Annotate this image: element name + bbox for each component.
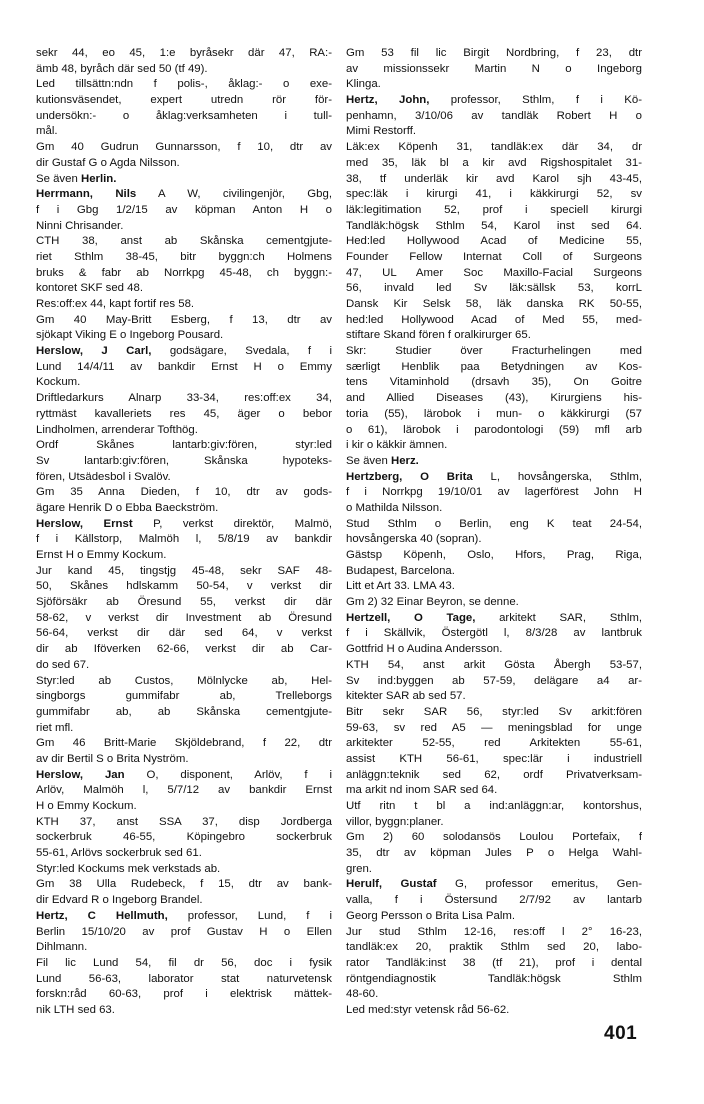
right-text-column xyxy=(346,46,642,1019)
text-line xyxy=(346,768,642,784)
entry-text: ägare Henrik D o Ebba Baeckström. xyxy=(36,501,219,514)
entry-text: tens Vitaminhold (drsavh 35), On Goitre xyxy=(346,376,642,389)
text-line xyxy=(36,626,332,642)
entry-text: Utf ritn t bl a ind:anläggn:ar, kontorshus, xyxy=(346,800,642,812)
entry-text: kitekter SAR ab sed 57. xyxy=(346,690,466,703)
entry-text: assist KTH 56-61, spec:lär i industriell xyxy=(346,752,642,765)
text-line xyxy=(346,956,642,972)
entry-name: Herulf, Gustaf xyxy=(346,878,437,891)
text-line xyxy=(346,642,642,658)
entry-text: Georg Persson o Brita Lisa Palm. xyxy=(346,909,516,922)
entry-text: sjökapt Viking E o Ingeborg Pousard. xyxy=(36,329,224,342)
entry-text: röntgendiagnostik Tandläk:högsk Sthlm xyxy=(346,972,642,985)
entry-text: i kir o käkkir ämnen. xyxy=(346,439,448,452)
text-line xyxy=(346,862,642,878)
entry-text: Se även xyxy=(346,454,391,467)
entry-text: hovsångerska 40 (sopran). xyxy=(346,533,482,546)
text-line xyxy=(36,752,332,768)
text-line xyxy=(36,313,332,329)
text-line xyxy=(346,360,642,376)
entry-name: Herlin. xyxy=(80,172,117,185)
text-line xyxy=(36,658,332,674)
text-line xyxy=(346,485,642,501)
entry-name: Hertz, John, xyxy=(346,94,430,107)
text-line xyxy=(36,391,332,407)
text-line xyxy=(346,564,642,580)
text-line xyxy=(36,77,332,93)
entry-name: Herslow, Ernst xyxy=(36,517,133,530)
entry-text: Se även xyxy=(36,172,81,185)
text-line xyxy=(36,46,332,62)
entry-text: CTH 38, anst ab Skånska cementgjute- xyxy=(36,235,332,248)
text-line xyxy=(36,846,332,862)
text-line xyxy=(346,297,642,313)
entry-text: professor, Lund, f i xyxy=(167,909,332,922)
entry-text: Tandläk:högsk Sthlm 54, Karol inst sed 64. xyxy=(346,219,642,232)
entry-text: Läk:ex Köpenh 31, tandläk:ex där 34, dr xyxy=(346,141,642,154)
entry-text: fören, Utsädesbol i Svalöv. xyxy=(36,470,171,483)
entry-text: dir Edvard R o Ingeborg Brandel. xyxy=(36,894,203,907)
entry-text: Budapest, Barcelona. xyxy=(346,564,455,577)
text-line xyxy=(346,532,642,548)
text-line xyxy=(346,313,642,329)
entry-text: villor, byggn:planer. xyxy=(346,815,444,828)
entry-text: valla, f i Östersund 2/7/92 av lantarb xyxy=(346,894,642,907)
entry-text: do sed 67. xyxy=(36,658,90,671)
text-line xyxy=(346,124,642,140)
text-line xyxy=(36,909,332,925)
text-line xyxy=(36,972,332,988)
entry-text: Jur stud Sthlm 12-16, res:off l 2° 16-23, xyxy=(346,925,642,938)
text-line xyxy=(346,46,642,62)
text-line xyxy=(36,705,332,721)
entry-text: Mimi Restorff. xyxy=(346,125,417,138)
text-line xyxy=(346,281,642,297)
entry-text: Gm 2) 60 solodansös Loulou Portefaix, f xyxy=(346,831,642,844)
text-line xyxy=(346,548,642,564)
text-line xyxy=(36,862,332,878)
entry-text: dir ab Iföverken 62-66, verkst dir ab Car- xyxy=(36,643,332,656)
entry-text: o 61), lärobok i parodontologi (59) mfl arb xyxy=(346,423,642,436)
text-line xyxy=(346,1003,642,1019)
entry-text: mål. xyxy=(36,125,58,138)
entry-text: Jur kand 45, tingstjg 45-48, sekr SAF 48- xyxy=(36,564,332,577)
entry-text: Styr:led ab Custos, Mölnlycke ab, Hel- xyxy=(36,674,332,687)
text-line xyxy=(346,375,642,391)
text-line xyxy=(36,62,332,78)
text-line xyxy=(36,328,332,344)
entry-text: L, hovsångerska, Sthlm, xyxy=(472,470,642,483)
text-line xyxy=(36,611,332,627)
entry-text: hed:led Hollywood Acad of Med 55, med- xyxy=(346,313,642,326)
entry-text: riet mfl. xyxy=(36,721,74,734)
entry-text: bruks & fabr ab Norrkpg 45-48, ch byggn:- xyxy=(36,266,332,279)
text-line xyxy=(36,674,332,690)
text-line xyxy=(346,517,642,533)
text-line xyxy=(36,642,332,658)
entry-text: ma arkit nd inom SAR sed 64. xyxy=(346,784,498,797)
entry-text: Gm 46 Britt-Marie Skjöldebrand, f 22, dtr xyxy=(36,737,332,750)
entry-text: Ninni Chrisander. xyxy=(36,219,124,232)
entry-text: Gästsp Köpenh, Oslo, Hfors, Prag, Riga, xyxy=(346,549,642,561)
text-line xyxy=(36,438,332,454)
entry-name: Hertzberg, O Brita xyxy=(346,470,473,483)
entry-text: dir Gustaf G o Agda Nilsson. xyxy=(36,156,180,169)
entry-text: Dansk Kir Selsk 58, läk danska RK 50-55, xyxy=(346,298,642,310)
entry-text: Gm 40 Gudrun Gunnarsson, f 10, dtr av xyxy=(36,141,332,154)
entry-text: Led med:styr vetensk råd 56-62. xyxy=(346,1003,510,1016)
text-line xyxy=(36,768,332,784)
text-line xyxy=(346,93,642,109)
text-line xyxy=(36,1003,332,1019)
text-line xyxy=(36,470,332,486)
entry-text: forskn:råd 60-63, prof i elektrisk mättek- xyxy=(36,988,332,1001)
entry-text: sockerbruk 46-55, Köpingebro sockerbruk xyxy=(36,831,332,844)
text-line xyxy=(36,956,332,972)
entry-text: ryttmäst kavalleriets res 45, äger o bebor xyxy=(36,407,332,420)
text-line xyxy=(36,579,332,595)
entry-name: Herslow, J Carl, xyxy=(36,345,152,358)
entry-text: Lindholmen, arrenderar Tofthög. xyxy=(36,423,198,436)
entry-text: Stud Sthlm o Berlin, eng K teat 24-54, xyxy=(346,517,642,530)
text-line xyxy=(346,438,642,454)
text-line xyxy=(346,987,642,1003)
entry-text: toria (55), lärobok i mun- o käkkirurgi (57 xyxy=(346,407,642,420)
entry-text: av dir Bertil S o Brita Nyström. xyxy=(36,752,189,765)
entry-text: KTH 54, anst arkit Gösta Åbergh 53-57, xyxy=(346,658,642,671)
text-line xyxy=(36,156,332,172)
text-line xyxy=(346,187,642,203)
text-line xyxy=(36,187,332,203)
text-line xyxy=(346,830,642,846)
entry-text: arkitekter 52-55, red Arkitekten 55-61, xyxy=(346,737,642,750)
entry-text: undersökn:- o åklag:verksamheten i tull- xyxy=(36,109,332,122)
left-text-column xyxy=(36,46,332,1019)
entry-text: Kockum. xyxy=(36,376,81,389)
text-line xyxy=(36,234,332,250)
entry-text: kutionsväsendet, expert utredn rör för- xyxy=(36,94,332,107)
entry-text: Sjöförsäkr ab Öresund 55, verkst dir där xyxy=(36,596,332,609)
entry-text: ämb 48, byråch där sed 50 (tf 49). xyxy=(36,62,208,75)
entry-text: A W, civilingenjör, Gbg, xyxy=(136,188,332,201)
entry-text: gummifabr ab, ab Skånska cementgjute- xyxy=(36,705,332,718)
text-line xyxy=(36,721,332,737)
entry-text: Sv ind:byggen ab 57-59, delägare a4 ar- xyxy=(346,674,642,687)
text-line xyxy=(36,266,332,282)
entry-text: 58-62, v verkst dir Investment ab Öresund xyxy=(36,611,332,624)
entry-text: anläggn:teknik sed 62, ordf Privatverksam- xyxy=(346,768,642,781)
text-line xyxy=(36,517,332,533)
text-line xyxy=(346,893,642,909)
entry-text: KTH 37, anst SSA 37, disp Jordberga xyxy=(36,815,332,828)
text-line xyxy=(346,783,642,799)
entry-text: 56-64, verkst dir där sed 64, v verkst xyxy=(36,627,332,640)
entry-name: Herslow, Jan xyxy=(36,768,125,781)
text-line xyxy=(346,140,642,156)
text-line xyxy=(36,93,332,109)
text-line xyxy=(346,877,642,893)
text-line xyxy=(36,595,332,611)
text-line xyxy=(36,407,332,423)
entry-text: Ordf Skånes lantarb:giv:fören, styr:led xyxy=(36,439,332,452)
text-line xyxy=(346,501,642,517)
text-line xyxy=(36,360,332,376)
entry-text: Dihlmann. xyxy=(36,941,88,954)
text-line xyxy=(36,344,332,360)
text-line xyxy=(346,344,642,360)
entry-name: Herz. xyxy=(390,454,419,467)
entry-text: f i Skällvik, Östergötl l, 8/3/28 av lantbruk xyxy=(346,627,642,640)
text-line xyxy=(36,140,332,156)
text-line xyxy=(346,77,642,93)
text-line xyxy=(346,172,642,188)
text-line xyxy=(346,658,642,674)
text-line xyxy=(36,124,332,140)
entry-name: Hertz, C Hellmuth, xyxy=(36,909,168,922)
entry-text: f i Gbg 1/2/15 av köpman Anton H o xyxy=(36,203,332,216)
entry-text: 59-63, sv red A5 — meningsblad for unge xyxy=(346,721,642,734)
text-line xyxy=(346,109,642,125)
text-line xyxy=(36,501,332,517)
entry-text: 55-61, Arlövs sockerbruk sed 61. xyxy=(36,847,202,860)
text-line xyxy=(346,815,642,831)
text-line xyxy=(36,297,332,313)
entry-text: Lund 14/4/11 av bankdir Ernst H o Emmy xyxy=(36,360,332,373)
entry-text: gren. xyxy=(346,862,372,875)
text-line xyxy=(346,595,642,611)
text-line xyxy=(36,250,332,266)
text-line xyxy=(346,579,642,595)
entry-text: 50, Skånes hdlskamm 50-54, v verkst dir xyxy=(36,580,332,593)
entry-text: Berlin 15/10/20 av prof Gustav H o Ellen xyxy=(36,925,332,938)
text-line xyxy=(346,736,642,752)
text-line xyxy=(346,423,642,439)
entry-text: 38, tf underläk kir avd Karol sjh 43-45, xyxy=(346,172,642,185)
entry-text: Driftledarkurs Alnarp 33-34, res:off:ex 34, xyxy=(36,392,332,405)
entry-text: Arlöv, Malmöh l, 5/7/12 av bankdir Ernst xyxy=(36,784,332,797)
text-line xyxy=(36,532,332,548)
entry-text: f i Källstorp, Malmöh l, 5/8/19 av bankdir xyxy=(36,533,332,546)
text-line xyxy=(36,172,332,188)
entry-text: O, disponent, Arlöv, f i xyxy=(124,768,332,781)
entry-text: Gm 40 May-Britt Esberg, f 13, dtr av xyxy=(36,313,332,326)
entry-text: med 35, läk bl a kir avd Rigshospitalet 31- xyxy=(346,156,642,169)
text-line xyxy=(346,611,642,627)
text-line xyxy=(36,548,332,564)
text-line xyxy=(36,940,332,956)
entry-text: Skr: Studier över Fracturhelingen med xyxy=(346,345,642,358)
entry-text: penhamn, 3/10/06 av tandläk Robert H o xyxy=(346,109,642,122)
text-line xyxy=(36,830,332,846)
text-line xyxy=(346,328,642,344)
entry-text: godsägare, Svedala, f i xyxy=(151,345,332,358)
text-line xyxy=(346,234,642,250)
entry-text: singborgs gummifabr ab, Trelleborgs xyxy=(36,690,332,703)
entry-text: nik LTH sed 63. xyxy=(36,1003,115,1016)
text-line xyxy=(36,423,332,439)
entry-text: riet Sthlm 38-45, bitr byggn:ch Holmens xyxy=(36,250,332,263)
text-line xyxy=(36,203,332,219)
text-line xyxy=(346,799,642,815)
entry-text: Gm 53 fil lic Birgit Nordbring, f 23, dtr xyxy=(346,47,642,59)
entry-text: Sv lantarb:giv:fören, Skånska hypoteks- xyxy=(36,454,332,467)
entry-text: Led tillsättn:ndn f polis-, åklag:- o exe- xyxy=(36,78,332,91)
entry-text: 48-60. xyxy=(346,988,379,1001)
text-line xyxy=(346,721,642,737)
entry-text: Fil lic Lund 54, fil dr 56, doc i fysik xyxy=(36,956,332,969)
text-line xyxy=(346,203,642,219)
entry-text: G, professor emeritus, Gen- xyxy=(436,878,642,891)
entry-text: spec:läk i kirurgi 41, i käkkirurgi 52, sv xyxy=(346,188,642,201)
entry-text: 47, UL Amer Soc Maxillo-Facial Surgeons xyxy=(346,266,642,279)
text-line xyxy=(36,219,332,235)
entry-text: Founder Fellow Internat Coll of Surgeons xyxy=(346,250,642,263)
text-line xyxy=(346,219,642,235)
entry-text: stiftare Skand fören f oralkirurger 65. xyxy=(346,329,531,342)
text-line xyxy=(346,846,642,862)
entry-text: Gottfrid H o Audina Andersson. xyxy=(346,643,503,656)
text-line xyxy=(36,783,332,799)
text-line xyxy=(36,109,332,125)
text-line xyxy=(346,62,642,78)
entry-text: Klinga. xyxy=(346,78,381,91)
entry-text: Litt et Art 33. LMA 43. xyxy=(346,580,455,593)
entry-text: o Mathilda Nilsson. xyxy=(346,501,443,514)
entry-text: sekr 44, eo 45, 1:e byråsekr där 47, RA:- xyxy=(36,47,332,59)
entry-text: tandläk:ex 20, praktik Sthlm sed 20, labo- xyxy=(346,941,642,954)
entry-text: Gm 38 Ulla Rudebeck, f 15, dtr av bank- xyxy=(36,878,332,891)
text-line xyxy=(346,689,642,705)
text-line xyxy=(346,266,642,282)
entry-text: Bitr sekr SAR 56, styr:led Sv arkit:fören xyxy=(346,705,642,718)
entry-text: særligt Henblik paa Betydningen av Kos- xyxy=(346,360,642,373)
text-line xyxy=(36,689,332,705)
text-line xyxy=(346,454,642,470)
text-line xyxy=(346,909,642,925)
entry-text: professor, Sthlm, f i Kö- xyxy=(429,94,642,107)
entry-text: P, verkst direktör, Malmö, xyxy=(132,517,332,530)
text-line xyxy=(346,705,642,721)
entry-name: Herrmann, Nils xyxy=(36,188,137,201)
text-line xyxy=(346,407,642,423)
text-line xyxy=(36,877,332,893)
text-line xyxy=(346,626,642,642)
entry-text: 35, dtr av köpman Jules P o Helga Wahl- xyxy=(346,847,642,860)
text-line xyxy=(346,972,642,988)
text-line xyxy=(346,925,642,941)
entry-text: Gm 35 Anna Dieden, f 10, dtr av gods- xyxy=(36,486,332,499)
text-line xyxy=(346,752,642,768)
text-line xyxy=(36,815,332,831)
text-line xyxy=(36,281,332,297)
text-line xyxy=(36,736,332,752)
entry-text: Lund 56-63, laborator stat naturvetensk xyxy=(36,972,332,985)
entry-text: arkitekt SAR, Sthlm, xyxy=(475,611,642,624)
entry-text: Hed:led Hollywood Acad of Medicine 55, xyxy=(346,235,642,248)
entry-text: H o Emmy Kockum. xyxy=(36,800,137,812)
entry-text: 56, invald led Sv läk:sällsk 53, korrL xyxy=(346,282,642,295)
text-line xyxy=(346,940,642,956)
text-line xyxy=(36,564,332,580)
entry-name: Hertzell, O Tage, xyxy=(346,611,476,624)
entry-text: and Allied Diseases (43), Kirurgiens his- xyxy=(346,392,642,405)
entry-text: Styr:led Kockums mek verkstads ab. xyxy=(36,862,221,875)
entry-text: f i Norrkpg 19/10/01 av lagerförest John H xyxy=(346,486,642,499)
text-line xyxy=(36,925,332,941)
entry-text: Ernst H o Emmy Kockum. xyxy=(36,549,167,561)
entry-text: Gm 2) 32 Einar Beyron, se denne. xyxy=(346,596,519,609)
text-line xyxy=(346,250,642,266)
entry-text: av missionssekr Martin N o Ingeborg xyxy=(346,62,642,75)
text-line xyxy=(36,987,332,1003)
text-line xyxy=(346,391,642,407)
text-line xyxy=(36,893,332,909)
text-line xyxy=(36,485,332,501)
text-line xyxy=(346,156,642,172)
page-number: 401 xyxy=(604,1023,638,1044)
entry-text: Res:off:ex 44, kapt fortif res 58. xyxy=(36,298,195,310)
entry-text: rator Tandläk:inst 38 (tf 21), prof i dental xyxy=(346,956,642,969)
text-line xyxy=(36,454,332,470)
text-line xyxy=(36,375,332,391)
entry-text: kontoret SKF sed 48. xyxy=(36,282,144,295)
text-line xyxy=(346,470,642,486)
text-line xyxy=(346,674,642,690)
entry-text: läk:legitimation 52, prof i speciell kirurgi xyxy=(346,203,642,216)
text-line xyxy=(36,799,332,815)
